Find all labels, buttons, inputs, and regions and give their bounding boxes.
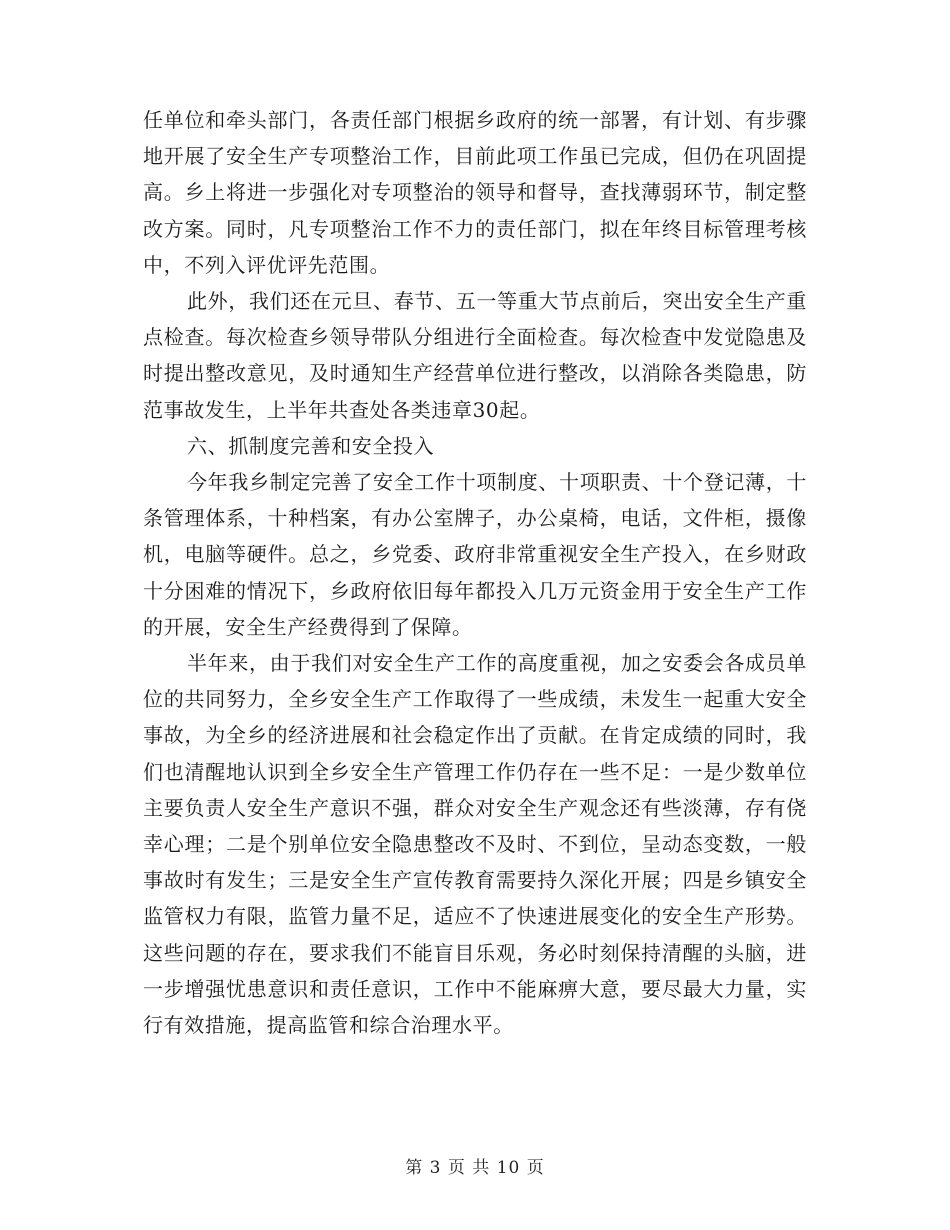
document-body [143,102,807,1043]
paragraph-inspections: 此外，我们还在元旦、春节、五一等重大节点前后，突出安全生产重点检查。每次检查乡领导带队分组进行全面检查。每次检查中发觉隐患及时提出整改意见，及时通知生产经营单位进行整改，以消除各类隐患，防范事故发生，上半年共查处各类违章30起。 [143,289,807,422]
paragraph-summary: 半年来，由于我们对安全生产工作的高度重视，加之安委会各成员单位的共同努力，全乡安全生产工作取得了一些成绩，未发生一起重大安全事故，为全乡的经济进展和社会稳定作出了贡献。在肯定成绩的同时，我们也清醒地认识到全乡安全生产管理工作仍存在一些不足：一是少数单位主要负责人安全生产意识不强，群众对安全生产观念还有些淡薄，存有侥幸心理；二是个别单位安全隐患整改不及时、不到位，呈动态变数，一般事故时有发生；三是安全生产宣传教育需要持久深化开展；四是乡镇安全监管权力有限，监管力量不足，适应不了快速进展变化的安全生产形势。这些问题的存在，要求我们不能盲目乐观，务必时刻保持清醒的头脑，进一步增强忧患意识和责任意识，工作中不能麻痹大意，要尽最大力量，实行有效措施，提高监管和综合治理水平。 [143,651,807,1038]
paragraph-continuation: 任单位和牵头部门，各责任部门根据乡政府的统一部署，有计划、有步骤地开展了安全生产专项整治工作，目前此项工作虽已完成，但仍在巩固提高。乡上将进一步强化对专项整治的领导和督导，查找薄弱环节，制定整改方案。同时，凡专项整治工作不力的责任部门，拟在年终目标管理考核中，不列入评优评先范围。 [143,108,807,277]
paragraph-institutions: 今年我乡制定完善了安全工作十项制度、十项职责、十个登记薄，十条管理体系，十种档案，有办公室牌子，办公桌椅，电话，文件柜，摄像机，电脑等硬件。总之，乡党委、政府非常重视安全生产投入，在乡财政十分困难的情况下，乡政府依旧每年都投入几万元资金用于安全生产工作的开展，安全生产经费得到了保障。 [143,470,807,639]
section-heading: 六、抓制度完善和安全投入 [187,433,435,458]
page-number-footer: 第 3 页 共 10 页 [405,1158,545,1178]
